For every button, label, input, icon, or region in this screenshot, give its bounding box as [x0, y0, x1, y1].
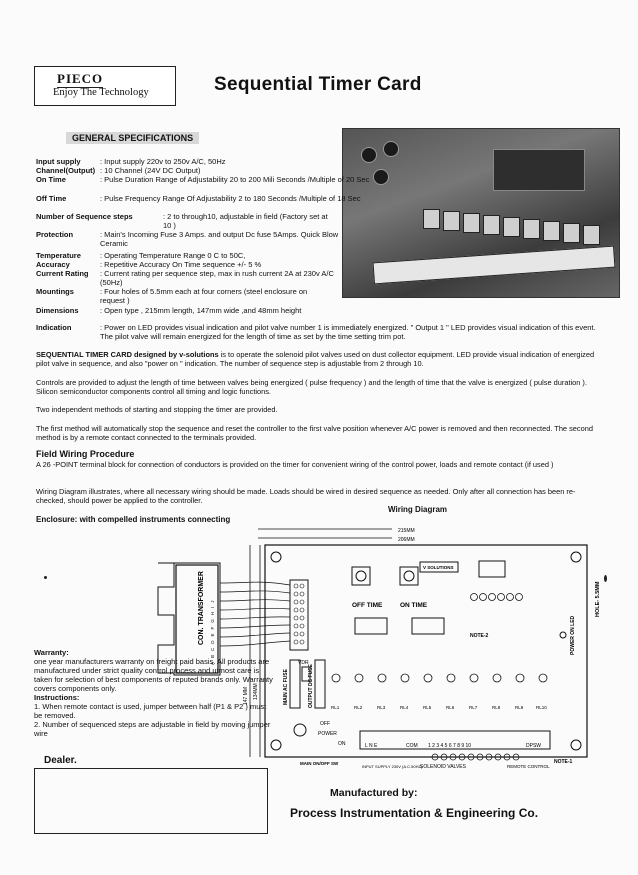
power-on-led [560, 632, 566, 638]
field-wiring-paragraph: A 26 -POINT terminal block for connection of conductors is provided on the timer for convenient wiring of the control power, loads and remote contact (if used ) [36, 460, 554, 469]
ic-chip [355, 618, 387, 634]
on-time-pot-knob [404, 571, 414, 581]
power-label: POWER [318, 731, 337, 737]
relay-label: RL7 [469, 705, 478, 710]
warranty-heading: Warranty: [34, 648, 69, 657]
spec-value: : Four holes of 5.5mm each at four corners (steel enclosure on request ) [100, 287, 308, 305]
output-led-row [471, 594, 523, 601]
relay-label: RL4 [400, 705, 409, 710]
relay-shape [503, 217, 520, 237]
spec-label: Dimensions [36, 306, 79, 315]
spec-value: : Main's Incoming Fuse 3 Amps. and output Dc fuse 5Amps. Quick Blow Ceramic [100, 230, 339, 248]
relay-shape [443, 211, 460, 231]
spec-value: : Open type , 215mm length, 147mm wide ,and 48mm height [100, 306, 302, 315]
relay-shape [563, 223, 580, 243]
relay-labels [331, 705, 547, 710]
relay-label: RL9 [515, 705, 524, 710]
mounting-hole [571, 552, 581, 562]
intro-bold-lead: SEQUENTIAL TIMER CARD designed by v-solutions [36, 350, 219, 359]
main-switch-label: MAIN ON/OFF SW [300, 761, 339, 766]
relay-label: RL10 [536, 705, 547, 710]
on-time-pot [400, 567, 418, 585]
relay-label: RL3 [377, 705, 386, 710]
mounting-hole [271, 552, 281, 562]
terminal-screws [294, 584, 304, 644]
methods-paragraph: Two independent methods of starting and stopping the timer are provided. [36, 405, 278, 414]
spec-label: Protection [36, 230, 74, 239]
logo-brand: PIECO [57, 71, 104, 86]
relay-label: RL5 [423, 705, 432, 710]
general-specifications-heading: GENERAL SPECIFICATIONS [66, 132, 199, 144]
relay-shape [543, 221, 560, 241]
logo-tagline: Enjoy The Technology [53, 87, 149, 98]
intro-text: is to operate the solenoid pilot valves used on dust collector equipment. LED provide visual indication of energized pilot valve in sequence, and also "power on " indication. The number of sequence step is adjustable from 2 through 10. [36, 350, 595, 368]
on-label: ON [338, 741, 346, 747]
spec-value: : Repetitive Accuracy On Time sequence +/- 5 % [100, 260, 262, 269]
relay-label: RL8 [492, 705, 501, 710]
relay-shape [523, 219, 540, 239]
input-supply-label: INPUT SUPPLY 230V (A.C.50HZ) [362, 764, 423, 769]
spec-value: : 2 to through10, adjustable in field (Factory set at 10 ) [163, 212, 328, 230]
dim-206-label: 206MM [398, 537, 415, 543]
transformer-label: CON. TRANSFORMER [198, 571, 205, 645]
relay-shape [423, 209, 440, 229]
note1-label: NOTE-1 [554, 759, 573, 765]
dim-215-label: 215MM [398, 528, 415, 534]
wiring-diagram-title: Wiring Diagram [388, 505, 448, 514]
spec-label: Accuracy [36, 260, 70, 269]
relay-row [332, 674, 547, 682]
off-time-label: OFF TIME [352, 602, 383, 609]
scan-speck [44, 576, 47, 579]
power-on-led-label: POWER ON LED [570, 615, 576, 655]
numbered-terminals: 1 2 3 4 5 6 7 8 9 10 [428, 743, 472, 749]
ic-chip [479, 561, 505, 577]
spec-label: Current Rating [36, 269, 89, 278]
output-dc-fuse-label: OUTPUT DC FUSE [308, 664, 314, 708]
enclosure-label: Enclosure: with compelled instruments connecting [36, 515, 231, 524]
relay-label: RL6 [446, 705, 455, 710]
instruction-item: 2. Number of sequenced steps are adjustable in field by moving jumper wire [34, 720, 271, 738]
spec-label: Mountings [36, 287, 74, 296]
wiring-diagram-paragraph: Wiring Diagram illustrates, where all necessary wiring should be made. Loads should be wired in desired sequence as needed. Only after all connection has been re-checked, should power be applied to the controller. [36, 487, 576, 505]
v-solutions-label: V SOLUTIONS [423, 565, 454, 570]
first-method-paragraph: The first method will automatically stop the sequence and reset the controller to the first valve position whenever A/C power is removed and then reconnected. The second method is by a remote contact connected to the terminals provided. [36, 424, 593, 442]
input-terminal-label: L N E [365, 743, 378, 749]
output-dc-fuse [315, 660, 325, 708]
dealer-label: Dealer. [44, 755, 77, 766]
pcb-section [493, 149, 585, 191]
manufacturer-name: Process Instrumentation & Engineering Co. [290, 806, 539, 820]
company-logo [34, 66, 176, 106]
power-switch [294, 724, 306, 736]
vdr-label: VDR [298, 660, 309, 666]
spec-label: Indication [36, 323, 72, 332]
spec-label: Input supply [36, 157, 81, 166]
instruction-item: 1. When remote contact is used, jumper between half (P1 & P2 ) must be removed. [34, 702, 267, 720]
page-title: Sequential Timer Card [214, 74, 422, 95]
off-label: OFF [320, 721, 330, 727]
spec-value: : Pulse Frequency Range Of Adjustability 2 to 180 Seconds /Multiple of 18 Sec [100, 194, 361, 203]
com-terminal-label: COM [406, 743, 418, 749]
dim-134-label: 134MM [253, 683, 259, 700]
spec-value: : Current rating per sequence step, max in rush current 2A at 230v A/C (50Hz) [100, 269, 334, 287]
capacitor-shape [383, 141, 399, 157]
spec-label: Off Time [36, 194, 67, 203]
spec-label: Temperature [36, 251, 81, 260]
spec-value: : Power on LED provides visual indication and pilot valve number 1 is immediately energized. " Output 1 " LED provides visual indication of this event. The pilot valve will remain energized for the length of time as set by the time setting trim pot. [100, 323, 596, 341]
relay-label: RL2 [354, 705, 363, 710]
hole-label: HOLE- 5.5MM [595, 581, 601, 617]
off-time-pot [352, 567, 370, 585]
relay-label: RL1 [331, 705, 340, 710]
spec-value: : Input supply 220v to 250v A/C, 50Hz [100, 157, 226, 166]
warranty-section [34, 648, 274, 738]
terminal-block [373, 246, 616, 285]
dim-147-label: 147 MM [243, 686, 249, 705]
relay-shape [463, 213, 480, 233]
controls-paragraph: Controls are provided to adjust the length of time between valves being energized ( pulse frequency ) and the length of time that the valve is energized ( pulse duration ). Silicon semiconductor components control all timing and logic functions. [36, 378, 587, 396]
manufactured-by-label: Manufactured by: [330, 787, 418, 799]
instructions-heading: Instructions: [34, 693, 80, 702]
transformer-terminals: ABCDEFGHIJ [210, 596, 215, 665]
intro-paragraph [36, 350, 602, 368]
mounting-hole [271, 740, 281, 750]
scan-speck [604, 575, 607, 582]
spec-label: Number of Sequence steps [36, 212, 133, 221]
off-time-pot-knob [356, 571, 366, 581]
note2-label: NOTE-2 [470, 633, 489, 639]
on-time-label: ON TIME [400, 602, 428, 609]
main-ac-fuse-label: MAIN AC FUSE [283, 669, 289, 705]
spec-label: Channel(Output) [36, 166, 96, 175]
spec-value: : 10 Channel (24V DC Output) [100, 166, 201, 175]
relay-shape [583, 225, 600, 245]
dealer-box [34, 768, 268, 834]
spec-value: : Pulse Duration Range of Adjustability 20 to 200 Mili Seconds /Multiple of 20 Sec [100, 175, 370, 184]
main-ac-fuse [290, 660, 300, 708]
product-photo [342, 128, 620, 298]
relay-shape [483, 215, 500, 235]
transformer-terminal-block [290, 580, 308, 650]
transformer-wires [220, 582, 290, 646]
spec-value: : Operating Temperature Range 0 C to 50C, [100, 251, 246, 260]
warranty-text: one year manufacturers warranty on freight paid basis. All products are manufactured under strict quality control process and utmost care is taken for selection of best components of reputed brands only. Warranty covers components only. [34, 657, 273, 693]
remote-control-label: REMOTE CONTROL [507, 764, 550, 769]
board-outline [265, 545, 587, 757]
ic-chip [412, 618, 444, 634]
solenoid-valves-label: SOLENOID VALVES [420, 764, 466, 770]
dpsw-label: DPSW [526, 743, 541, 749]
mounting-hole [571, 740, 581, 750]
field-wiring-heading: Field Wiring Procedure [36, 449, 135, 459]
spec-label: On Time [36, 175, 66, 184]
